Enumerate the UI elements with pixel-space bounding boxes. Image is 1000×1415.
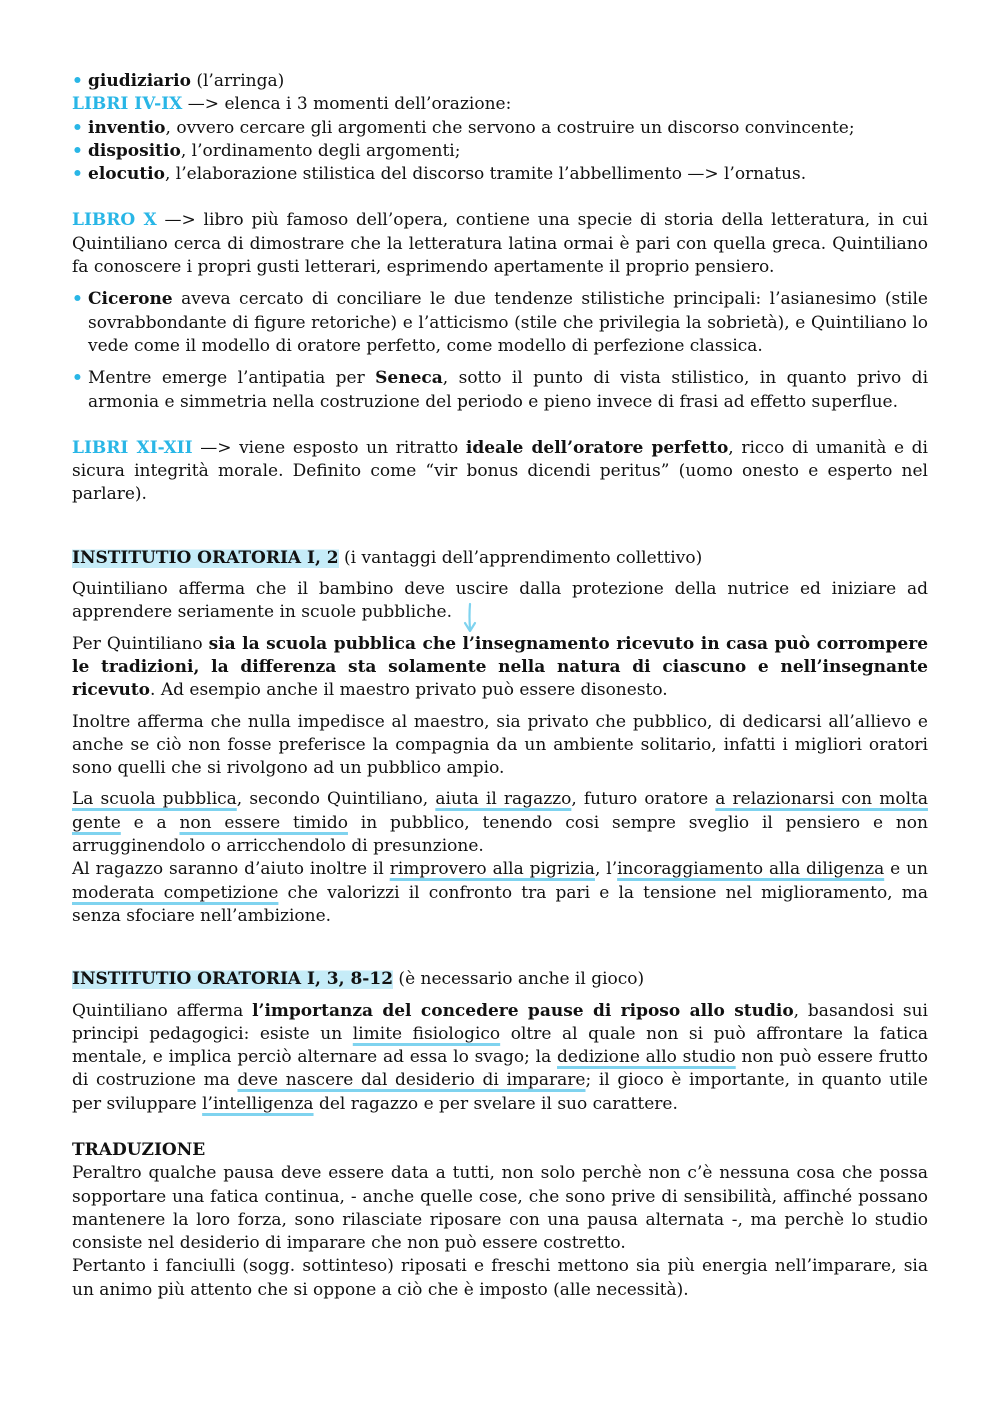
text: Quintiliano afferma — [72, 1000, 253, 1021]
underlined-text: rimprovero alla pigrizia — [389, 859, 595, 880]
list-item — [72, 70, 928, 93]
term: inventio — [88, 117, 166, 138]
text: , ricco di umanità e di sicura integrità morale. Definito come “vir bonus dicendi peritus” (uomo onesto e esperto nel parlare). — [72, 437, 928, 505]
text: . Ad esempio anche il maestro privato può essere disonesto. — [150, 680, 668, 701]
text: che valorizzi il confronto tra pari e la tensione nel miglioramento, ma senza sfociare nell’ambizione. — [72, 882, 928, 926]
section1-p5 — [72, 858, 928, 928]
text: —> viene esposto un ritratto — [192, 437, 466, 458]
list-item — [72, 140, 928, 163]
libro-x-list — [72, 288, 928, 358]
term: Cicerone — [88, 289, 173, 310]
text: Al ragazzo saranno d’aiuto inoltre il — [72, 859, 390, 880]
text: in pubblico, tenendo cosi sempre sveglio il pensiero e non arrugginendolo o arricchendolo di presunzione. — [72, 812, 928, 857]
underlined-text: aiuta il ragazzo — [435, 789, 572, 810]
list-item — [72, 117, 928, 140]
section2-subtitle: (è necessario anche il gioco) — [393, 969, 645, 990]
libri-xi-xii-paragraph — [72, 437, 928, 507]
bold-text: l’importanza del concedere pause di riposo allo studio — [252, 1000, 794, 1021]
text: , l’ — [594, 859, 618, 880]
underlined-text: dedizione allo studio — [557, 1047, 736, 1068]
term: dispositio — [88, 140, 181, 161]
item-text: (l’arringa) — [190, 71, 285, 91]
text: oltre al quale non si può affrontare la fatica mentale, e implica perciò alternare ad essa lo svago; la — [72, 1023, 928, 1068]
section2-title: INSTITUTIO ORATORIA I, 3, 8-12 — [72, 969, 394, 990]
underlined-text: limite fisiologico — [352, 1023, 501, 1044]
text: non può essere frutto di costruzione ma — [72, 1047, 929, 1091]
libri-iv-ix-text: —> elenca i 3 momenti dell’orazione: — [182, 94, 512, 115]
term: giudiziario — [88, 71, 191, 91]
moments-list — [72, 117, 928, 187]
list-item — [72, 367, 928, 414]
section1-title: INSTITUTIO ORATORIA I, 2 — [72, 547, 339, 568]
bold-text: sia la scuola pubblica che l’insegnamento ricevuto in casa può corrompere le tradizioni, la differenza sta solamente nella natura di ciascuno e nell’insegnante ricevuto — [72, 633, 929, 701]
section1-p2 — [72, 633, 928, 703]
section1-subtitle: (i vantaggi dell’apprendimento collettivo) — [338, 547, 703, 568]
section1-p4 — [72, 788, 928, 858]
underlined-text: La scuola pubblica — [72, 789, 237, 810]
item-text: , sotto il punto di vista stilistico, in quanto privo di armonia e simmetria nella costruzione del periodo e pieno invece di frasi ad effetto superflue. — [88, 368, 929, 412]
list-item — [72, 163, 928, 186]
text: , secondo Quintiliano, — [236, 789, 436, 810]
item-text: , l’elaborazione stilistica del discorso tramite l’abbellimento —> l’ornatus. — [164, 164, 807, 185]
text: , futuro oratore — [571, 789, 716, 810]
text: , basandosi sui principi pedagogici: esiste un — [72, 1000, 928, 1044]
underlined-text: incoraggiamento alla diligenza — [617, 859, 885, 880]
item-text: aveva cercato di conciliare le due tendenze stilistiche principali: l’asianesimo (stile sovrabbondante di figure retoriche) e l’atticismo (stile che privilegia la sobrietà), e Quintiliano lo vede come il modello di oratore perfetto, come modello di perfezione classica. — [88, 289, 928, 356]
libro-x-label: LIBRO X — [72, 210, 157, 231]
underlined-text: non essere timido — [179, 812, 348, 833]
section2-p1 — [72, 1000, 928, 1116]
text: e a — [120, 812, 180, 833]
traduzione-heading — [72, 1139, 928, 1162]
item-text: Mentre emerge l’antipatia per — [88, 368, 376, 389]
term: elocutio — [88, 164, 165, 185]
section1-p1: Quintiliano afferma che il bambino deve uscire dalla protezione della nutrice ed iniziare ad apprendere seriamente in scuole pubbliche. — [72, 579, 928, 623]
list-item — [72, 288, 928, 358]
traduzione-title: TRADUZIONE — [72, 1139, 206, 1160]
traduzione-p1: Peraltro qualche pausa deve essere data a tutti, non solo perchè non c’è nessuna cosa che possa sopportare una fatica continua, - anche quelle cose, che sono prive di sensibilità, affinché possano mantenere la loro forza, sono rilasciate riposare con una pausa alternata -, ma perchè lo studio consiste nel desiderio di imparare che non può essere costretto. — [72, 1163, 928, 1254]
underlined-text: deve nascere dal desiderio di imparare — [237, 1070, 586, 1091]
libri-iv-ix-label: LIBRI IV-IX — [72, 94, 183, 115]
section1-p3: Inoltre afferma che nulla impedisce al maestro, sia privato che pubblico, di dedicarsi all’allievo e anche se ciò non fosse preferisce la compagnia da un ambiente solitario, infatti i migliori oratori sono quelli che si rivolgono ad un pubblico ampio. — [72, 711, 928, 779]
underlined-text: moderata competizione — [72, 882, 279, 903]
underlined-text: a relazionarsi con molta gente — [72, 789, 928, 833]
libro-x-text: —> libro più famoso dell’opera, contiene una specie di storia della letteratura, in cui Quintiliano cerca di dimostrare che la letteratura latina ormai è pari con quella greca. Quintiliano fa conoscere i propri gusti letterari, esprimendo apertamente il proprio pensiero. — [72, 210, 928, 278]
text: Per Quintiliano — [72, 633, 209, 654]
item-text: , ovvero cercare gli argomenti che servono a costruire un discorso convincente; — [165, 117, 855, 138]
text: ; il gioco è importante, in quanto utile per sviluppare — [72, 1070, 928, 1114]
term: ideale dell’oratore perfetto — [465, 437, 729, 458]
libro-x-paragraph — [72, 209, 928, 279]
libri-iv-ix-line — [72, 93, 928, 116]
text: e un — [884, 859, 929, 880]
text: del ragazzo e per svelare il suo carattere. — [313, 1093, 678, 1114]
underlined-text: l’intelligenza — [202, 1093, 314, 1114]
term: Seneca — [375, 368, 443, 389]
section2-heading — [72, 968, 928, 991]
traduzione-p2: Pertanto i fanciulli (sogg. sottinteso) riposati e freschi mettono sia più energia nell’imparare, sia un animo più attento che si oppone a ciò che è imposto (alle necessità). — [72, 1256, 928, 1300]
arrow-down-icon — [463, 602, 477, 634]
section1-heading — [72, 547, 928, 570]
top-list — [72, 70, 928, 93]
libro-x-list-2 — [72, 367, 928, 414]
libri-xi-xii-label: LIBRI XI-XII — [72, 437, 193, 458]
item-text: , l’ordinamento degli argomenti; — [180, 140, 461, 161]
